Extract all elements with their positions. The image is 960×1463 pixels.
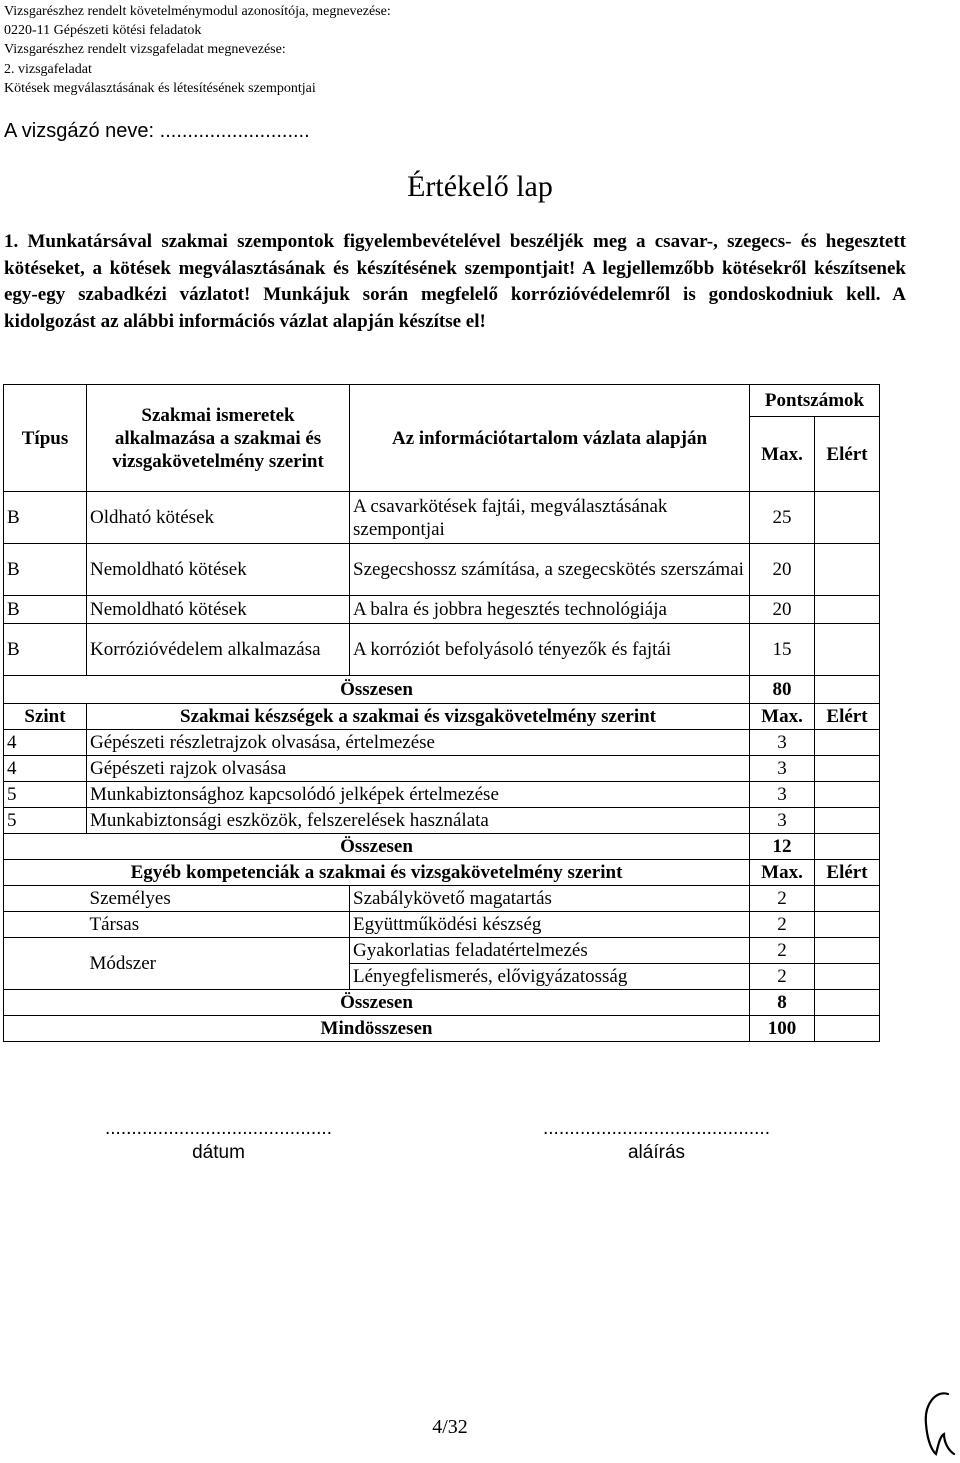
skill-achieved[interactable] [815,782,880,808]
skills-header-row [4,704,880,730]
total-max: 80 [750,676,815,704]
header-max: Max. [750,704,815,730]
competency-category: Társas [87,912,350,938]
competency-max: 2 [750,886,815,912]
skill-text: Munkabiztonsági eszközök, felszerelések használata [87,808,750,834]
row-max: 25 [750,492,815,544]
competency-achieved[interactable] [815,964,880,990]
total-label: Összesen [4,676,750,704]
skill-text: Munkabiztonsághoz kapcsolódó jelképek értelmezése [87,782,750,808]
competency-max: 2 [750,938,815,964]
signature-label: aláírás [627,1142,686,1163]
row-knowledge: Nemoldható kötések [87,544,350,596]
handwritten-initial-icon [918,1388,958,1460]
competency-text: Lényegfelismerés, elővigyázatosság [350,964,750,990]
table-row [4,544,880,596]
grand-total-row [4,1016,880,1042]
skills-total-label: Összesen [4,834,750,860]
date-dots: ........................................... [105,1118,332,1139]
examinee-name-field: A vizsgázó neve: ........................... [4,120,310,142]
skill-max: 3 [750,782,815,808]
signature-dots: ........................................... [543,1118,770,1139]
header-level: Szint [4,704,87,730]
competency-max: 2 [750,964,815,990]
row-max: 20 [750,596,815,624]
row-type: B [4,624,87,676]
row-max: 15 [750,624,815,676]
table-row [4,938,880,964]
competency-category: Személyes [87,886,350,912]
total-row [4,676,880,704]
table-row [4,808,880,834]
header-achieved: Elért [815,860,880,886]
skill-level: 4 [4,730,87,756]
header-points: Pontszámok [750,385,880,417]
row-content: A balra és jobbra hegesztés technológiája [350,596,750,624]
task-instructions: 1. Munkatársával szakmai szempontok figyelembevételével beszéljék meg a csavar-, szegecs- és hegesztett kötéseket, a kötések megválasztásának és készítésének szempontjait! A legjellemzőbb kötésekről készítsenek egy-egy szabadkézi vázlatot! Munkájuk során megfelelő korrózióvédelemről is gondoskodniuk kell. A kidolgozást az alábbi információs vázlat alapján készítse el! [4,231,906,332]
skill-text: Gépészeti részletrajzok olvasása, értelmezése [87,730,750,756]
row-achieved[interactable] [815,544,880,596]
row-type: B [4,492,87,544]
skill-level: 5 [4,808,87,834]
row-content: A korróziót befolyásoló tényezők és fajtái [350,624,750,676]
knowledge-table [3,384,880,704]
page-title: Értékelő lap [407,170,553,203]
competencies-total-label: Összesen [4,990,750,1016]
header-line: 0220-11 Gépészeti kötési feladatok [4,23,202,39]
header-max: Max. [750,860,815,886]
signature-field [524,1118,789,1164]
header-achieved: Elért [815,417,880,492]
header-max: Max. [750,417,815,492]
table-row [4,624,880,676]
skills-total-max: 12 [750,834,815,860]
table-row [4,596,880,624]
date-label: dátum [192,1142,245,1163]
skill-achieved[interactable] [815,730,880,756]
competency-achieved[interactable] [815,938,880,964]
skills-total-row [4,834,880,860]
grand-total-label: Mindösszesen [4,1016,750,1042]
skill-achieved[interactable] [815,808,880,834]
competency-text: Szabálykövető magatartás [350,886,750,912]
skill-max: 3 [750,730,815,756]
competency-max: 2 [750,912,815,938]
competencies-total-achieved[interactable] [815,990,880,1016]
table-row [4,756,880,782]
competency-category: Módszer [87,938,350,990]
header-line: Kötések megválasztásának és létesítésének szempontjai [4,80,316,96]
table-row [4,730,880,756]
row-type: B [4,596,87,624]
row-content: A csavarkötések fajtái, megválasztásának szempontjai [350,492,750,544]
row-knowledge: Korrózióvédelem alkalmazása [87,624,350,676]
header-competencies: Egyéb kompetenciák a szakmai és vizsgakövetelmény szerint [4,860,750,886]
header-achieved: Elért [815,704,880,730]
row-achieved[interactable] [815,492,880,544]
skills-competencies-table [3,703,880,1042]
competencies-total-max: 8 [750,990,815,1016]
competency-achieved[interactable] [815,886,880,912]
row-knowledge: Nemoldható kötések [87,596,350,624]
header-line: Vizsgarészhez rendelt vizsgafeladat megnevezése: [4,42,286,58]
grand-total-achieved[interactable] [815,1016,880,1042]
skill-achieved[interactable] [815,756,880,782]
skill-level: 5 [4,782,87,808]
row-max: 20 [750,544,815,596]
row-achieved[interactable] [815,624,880,676]
table-row [4,886,880,912]
table-row [4,782,880,808]
header-line: Vizsgarészhez rendelt követelménymodul azonosítója, megnevezése: [4,4,391,19]
skill-level: 4 [4,756,87,782]
document-header [4,2,391,98]
header-content: Az információtartalom vázlata alapján [350,385,750,492]
total-achieved[interactable] [815,676,880,704]
row-type: B [4,544,87,596]
table-row [4,912,880,938]
competencies-total-row [4,990,880,1016]
skills-total-achieved[interactable] [815,834,880,860]
header-type: Típus [4,385,87,492]
competency-achieved[interactable] [815,912,880,938]
skill-max: 3 [750,756,815,782]
skill-text: Gépészeti rajzok olvasása [87,756,750,782]
grand-total-max: 100 [750,1016,815,1042]
header-line: 2. vizsgafeladat [4,61,92,77]
row-achieved[interactable] [815,596,880,624]
competency-text: Gyakorlatias feladatértelmezés [350,938,750,964]
row-knowledge: Oldható kötések [87,492,350,544]
header-knowledge: Szakmai ismeretek alkalmazása a szakmai és vizsgakövetelmény szerint [87,385,350,492]
header-skills: Szakmai készségek a szakmai és vizsgakövetelmény szerint [87,704,750,730]
table-row [4,492,880,544]
date-signature-field [86,1118,351,1164]
skill-max: 3 [750,808,815,834]
competency-text: Együttműködési készség [350,912,750,938]
page-number: 4/32 [432,1416,468,1438]
competencies-header-row [4,860,880,886]
row-content: Szegecshossz számítása, a szegecskötés szerszámai [350,544,750,596]
